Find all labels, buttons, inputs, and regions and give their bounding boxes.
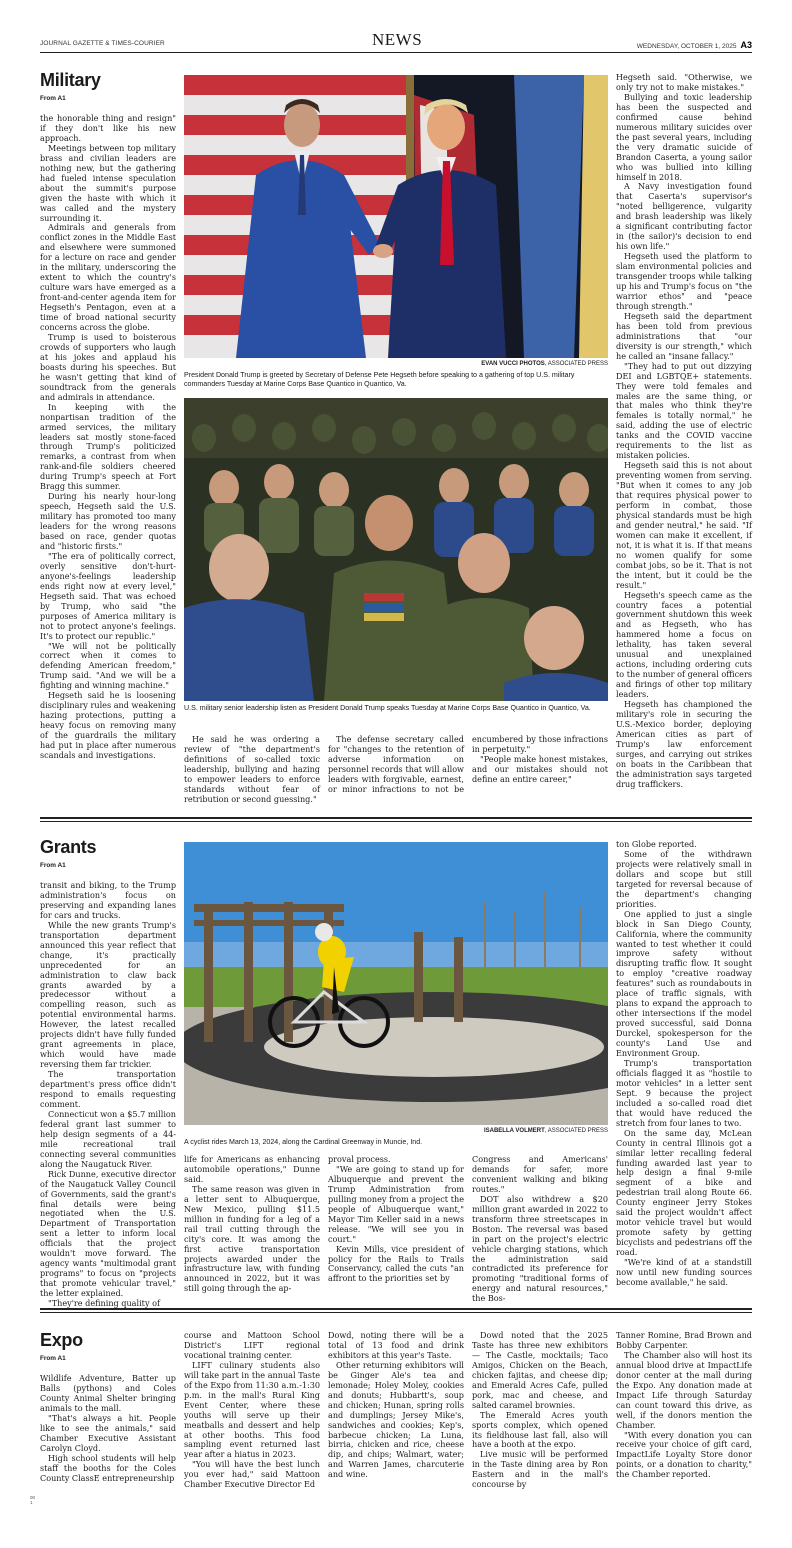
paragraph: Wildlife Adventure, Batter up Balls (pythons) and Coles County Animal Shelter bringing animals to the mall.	[40, 1373, 176, 1413]
hegseth-trump-photo	[184, 75, 608, 358]
expo-column-2	[184, 1331, 320, 1490]
photo3-credit-org: , ASSOCIATED PRESS	[544, 1128, 608, 1134]
paragraph: Hegseth said this is not about preventing women from serving. "But when it comes to any job that requires physical power to perform in combat, those physical standards must be high and gender neutral," he said. "If women can make it excellent, if not, it is what it is. If that means no women qualify for some combat jobs, so be it. That is not the intent, but it could be the result."	[616, 460, 752, 590]
grants-column-3	[328, 1155, 464, 1284]
paragraph: DOT also withdrew a $20 million grant awarded in 2022 to transform three streetscapes in Boston. The reversal was based in part on the project's electric vehicle charging stations, which the administration said contradicted its preference for promoting "traditional forms of energy and natural resources," the Bos-	[472, 1193, 608, 1304]
newspaper-name: JOURNAL GAZETTE & TIMES-COURIER	[40, 40, 165, 47]
expo-slug: Expo	[40, 1330, 83, 1350]
paragraph: The same reason was given in a letter sent to Albuquerque, New Mexico, pulling $11.5 million in funding for a leg of a rail trail cutting through the city's core. It was among the first active transportation projects awarded under the infrastructure law, with funding announced in 2022, but it was still going through the ap-	[184, 1183, 320, 1294]
paragraph: LIFT culinary students also will take part in the annual Taste of the Expo from 11:30 a.m.-1:30 p.m. in the mall's Rural King Event Center, where these youths will serve up their meatballs and dessert and help at other booths. This food sampling event returned last year after a hiatus in 2023.	[184, 1359, 320, 1460]
paragraph: He said he was ordering a review of "the department's definitions of so-called toxic leadership, bullying and hazing to empower leaders to enforce standards without fear of retribution or second guessing."	[184, 734, 320, 804]
cyclist-photo	[184, 842, 608, 1125]
paragraph: "We're kind of at a standstill now until new funding sources become available," he said.	[616, 1257, 752, 1287]
paragraph: "They're defining quality of	[48, 1298, 160, 1309]
paragraph: Hegseth's speech came as the country faces a potential government shutdown this week and as Hegseth, who has hammered home a focus on lethality, has taken several unusual and unexplained actions, including ordering cuts to the number of general officers and firings of other top military leaders.	[616, 589, 752, 700]
paragraph: The defense secretary called for "changes to the retention of adverse information on personnel records that will allow leaders with forgivable, earnest, or minor infractions to not be encumbered by those infractions in perpetuity."	[328, 734, 608, 794]
military-column-1	[40, 114, 176, 761]
paragraph: Live music will be performed in the Taste dining area by Ron Eastern and in the mall's concourse by	[472, 1449, 608, 1490]
paragraph: A Navy investigation found that Caserta's supervisor's "noted belligerence, vulgarity and brash leadership was likely a significant contributing factor in (the sailor)'s decision to end his own life."	[616, 181, 752, 252]
military-from-a1: From A1	[40, 95, 66, 102]
military-audience-illustration	[184, 398, 608, 701]
paragraph: Trump is used to boisterous crowds of supporters who laugh at his jokes and applaud his boasts during his speeches. But he wasn't getting that kind of soundtrack from the generals and admirals in attendance.	[40, 331, 176, 402]
paragraph: "That's always a hit. People like to see the animals," said Chamber Executive Assistant Carolyn Cloyd.	[40, 1412, 176, 1453]
section-rule-2	[40, 1308, 752, 1310]
paragraph: Dowd, noting there will be a total of 13 food and drink exhibitors at this year's Taste.	[328, 1330, 464, 1360]
expo-column-3	[328, 1331, 464, 1480]
paragraph: Hegseth said he is loosening disciplinary rules and weakening hazing protections, putting a heavy focus on removing many of the guardrails the military had put in place after numerous scandals and investigations.	[40, 690, 176, 760]
grants-column-1	[40, 881, 176, 1309]
photo3-caption: A cyclist rides March 13, 2024, along the Cardinal Greenway in Muncie, Ind.	[184, 1138, 423, 1146]
grants-column-5	[616, 840, 752, 1288]
paragraph: "We will not be politically correct when it comes to defending American freedom," Trump said. "And we will be a fighting and winning machine."	[40, 640, 176, 691]
paragraph: the honorable thing and resign" if they don't like his new approach.	[40, 113, 176, 143]
paragraph: Tanner Romine, Brad Brown and Bobby Carpenter.	[616, 1330, 752, 1350]
paragraph: "You will have the best lunch you ever had," said Mattoon Chamber Executive Director Ed	[184, 1459, 320, 1490]
paragraph: Trump's transportation officials flagged it as "hostile to motor vehicles" in a letter sent Sept. 9 because the project included a so-called road diet that would have reduced the stretch from four lanes to two.	[616, 1057, 752, 1128]
paragraph: proval process.	[328, 1154, 391, 1164]
paragraph: The Chamber also will host its annual blood drive at ImpactLife donor center at the mall during the Expo. Any donation made at Impact Life through Saturday can count toward this drive, as well, if the donors mention the Chamber.	[616, 1349, 752, 1430]
paragraph: "People make honest mistakes, and our mistakes should not define an entire career,"	[472, 753, 608, 784]
paragraph: "With every donation you can receive your choice of gift card, ImpactLife Loyalty Store donor points, or a donation to charity," the Chamber reported.	[616, 1429, 752, 1480]
military-column-3	[616, 73, 752, 790]
paragraph: Connecticut won a $5.7 million federal grant last summer to help design segments of a 44-mile recreational trail connecting several communities along the Naugatuck River.	[40, 1108, 176, 1169]
expo-from-a1: From A1	[40, 1355, 66, 1362]
grants-slug: Grants	[40, 837, 97, 857]
paragraph: Hegseth said the department has been told from previous administrations that "our diversity is our strength," which he called an "insane fallacy."	[616, 310, 752, 361]
paragraph: Other returning exhibitors will be Ginger Ale's tea and lemonade; Holey Moley, cookies and donuts; Hubbartt's, soup and chicken; Hunan, spring rolls and dumplings; Jersey Mike's, sandwiches and cookies; Kep's, barbecue chicken; La Luna, birria, chicken and rice, cheese dip, and chips; Walmart, water; and Warren James, charcuterie and wine.	[328, 1359, 464, 1480]
paragraph: Hegseth used the platform to slam environmental policies and transgender troops while talking up his and Trump's focus on "the warrior ethos" and "peace through strength."	[616, 251, 752, 311]
photo2-caption: U.S. military senior leadership listen as President Donald Trump speaks Tuesday at Marine Corps Base Quantico in Quantico, Va.	[184, 704, 591, 712]
page-number: A3	[740, 40, 752, 50]
expo-column-4	[472, 1331, 608, 1490]
folio-mark: 00 1	[30, 1495, 36, 1505]
paragraph: "They had to put out dizzying DEI and LGBTQE+ statements. They were told females and males are the same thing, or that males who think they're females is totally normal," he said, adding the use of electric tanks and the COVID vaccine requirements to the list as mistaken policies.	[616, 360, 752, 461]
paragraph: "The era of politically correct, overly sensitive don't-hurt-anyone's-feelings leadership ends right now at every level," Hegseth said. That was echoed by Trump, who said "the purposes of America military is not to protect anyone's feelings. It's to protect our republic."	[40, 550, 176, 641]
expo-column-1	[40, 1374, 176, 1483]
paragraph: life for Americans as enhancing automobile operations," Dunne said.	[184, 1154, 320, 1184]
paragraph: High school students will help staff the booths for the Coles County ClassE entrepreneurship	[40, 1452, 176, 1483]
paragraph: Dowd noted that the 2025 Taste has three new exhibitors — The Castle, mocktails; Taco Amigos, Chicken on the Beach, chicken fajitas, and cheese dip; and Emerald Acres Cafe, pulled pork, mac and cheese, and salted caramel brownies.	[472, 1330, 608, 1410]
photo1-credit-org: , ASSOCIATED PRESS	[544, 361, 608, 367]
paragraph: Admirals and generals from conflict zones in the Middle East and elsewhere were summoned for a lecture on race and gender in the military, underscoring the extent to which the country's culture wars have emerged as a front-and-center agenda item for Hegseth's Pentagon, even at a time of broad national security concerns across the globe.	[40, 222, 176, 333]
section-title: NEWS	[372, 30, 423, 49]
paragraph: transit and biking, to the Trump administration's focus on preserving and expanding lanes for cars and trucks.	[40, 880, 176, 920]
paragraph: While the new grants Trump's transportation department announced this year reflect that change, it's practically unprecedented for an administration to claw back grants awarded by a predecessor without a compelling reason, such as potential environmental harms. However, the latest recalled projects didn't have fully funded grant agreements in place, which would have made reversing them far trickier.	[40, 919, 176, 1070]
photo3-credit	[184, 1128, 608, 1134]
paragraph: Some of the withdrawn projects were relatively small in dollars and scope but still targeted for reversal because of the department's changing priorities.	[616, 848, 752, 909]
photo1-caption: President Donald Trump is greeted by Secretary of Defense Pete Hegseth before speaking to a gathering of top U.S. military commanders Tuesday at Marine Corps Base Quantico in Quantico, Va.	[184, 371, 575, 388]
header-rule	[40, 52, 752, 53]
section-rule-2b	[40, 1312, 752, 1313]
paragraph: The Emerald Acres youth sports complex, which opened its fieldhouse last fall, also will have a booth at the expo.	[472, 1409, 608, 1450]
page-date	[637, 40, 752, 50]
paragraph: Hegseth has championed the military's role in securing the U.S.-Mexico border, deploying American cities as part of Trump's law enforcement surges, and carrying out strikes on boats in the Caribbean that the administration says targeted drug traffickers.	[616, 699, 752, 789]
cyclist-greenway-illustration	[184, 842, 608, 1125]
paragraph: On the same day, McLean County in central Illinois got a similar letter recalling federal funding awarded last year to help design a final 9-mile segment of a bike and pedestrian trail along Route 66. County engineer Jerry Stokes said the project wouldn't affect motor vehicle travel but would promote safety by getting bicyclists and pedestrians off the road.	[616, 1127, 752, 1258]
photo1-credit	[184, 361, 608, 367]
paragraph: Congress and Americans' demands for safer, more convenient walking and biking routes."	[472, 1154, 608, 1194]
expo-column-5	[616, 1331, 752, 1480]
paragraph: The transportation department's press office didn't respond to emails requesting comment.	[40, 1069, 176, 1109]
paragraph: One applied to just a single block in San Diego County, California, where the community wanted to test whether it could improve safety without disrupting traffic flow. It sought to employ "creative roadway features" such as roundabouts in place of traffic signals, with plans to expand the approach to other intersections if the model proved successful, said Donna Durckel, spokesperson for the county's Land Use and Environment Group.	[616, 908, 752, 1059]
paragraph: Kevin Mills, vice president of policy for the Rails to Trails Conservancy, called the cuts "an affront to the priorities set by	[328, 1243, 464, 1284]
paragraph: ton Globe reported.	[616, 839, 697, 849]
paragraph: Meetings between top military brass and civilian leaders are nothing new, but the gathering had fueled intense speculation about the summit's purpose given the haste with which it was called and the mystery surrounding it.	[40, 142, 176, 223]
paragraph: In keeping with the nonpartisan tradition of the armed services, the military leaders sat mostly stone-faced through Trump's politicized remarks, a contrast from when rank-and-file soldiers cheered during Trump's speech at Fort Bragg this summer.	[40, 401, 176, 492]
paragraph: course and Mattoon School District's LIFT regional vocational training center.	[184, 1330, 320, 1360]
hegseth-trump-illustration	[184, 75, 608, 358]
section-rule-1	[40, 817, 752, 819]
section-rule-1b	[40, 821, 752, 822]
paragraph: Hegseth said. "Otherwise, we only try not to make mistakes."	[616, 72, 752, 92]
paragraph: Rick Dunne, executive director of the Naugatuck Valley Council of Governments, said the grant's final details were being negotiated when the U.S. Department of Transportation sent a letter to inform local officials that the project wouldn't move forward. The agency wants "multimodal grant programs" to focus on "projects that promote vehicular travel," the letter explained.	[40, 1168, 176, 1299]
military-column-2	[184, 735, 608, 807]
military-slug: Military	[40, 70, 101, 90]
paragraph: During his nearly hour-long speech, Hegseth said the U.S. military has promoted too many leaders for the wrong reasons based on race, gender quotas and "historic firsts."	[40, 491, 176, 551]
paragraph: "We are going to stand up for Albuquerque and prevent the Trump Administration from pulling money from a project the people of Albuquerque want," Mayor Tim Keller said in a news release. "We will see you in court."	[328, 1163, 464, 1244]
grants-column-4	[472, 1155, 608, 1304]
paragraph: Bullying and toxic leadership has been the suspected and confirmed cause behind numerous military suicides over the past several years, including the very dramatic suicide of Brandon Caserta, a young sailor who was bullied into killing himself in 2018.	[616, 91, 752, 182]
grants-column-2	[184, 1155, 320, 1294]
grants-from-a1: From A1	[40, 862, 66, 869]
photo1-credit-name: EVAN VUCCI PHOTOS	[481, 361, 545, 367]
photo3-credit-name: ISABELLA VOLMERT	[483, 1128, 545, 1134]
military-leadership-photo	[184, 398, 608, 701]
date-text: WEDNESDAY, OCTOBER 1, 2025	[636, 43, 737, 50]
